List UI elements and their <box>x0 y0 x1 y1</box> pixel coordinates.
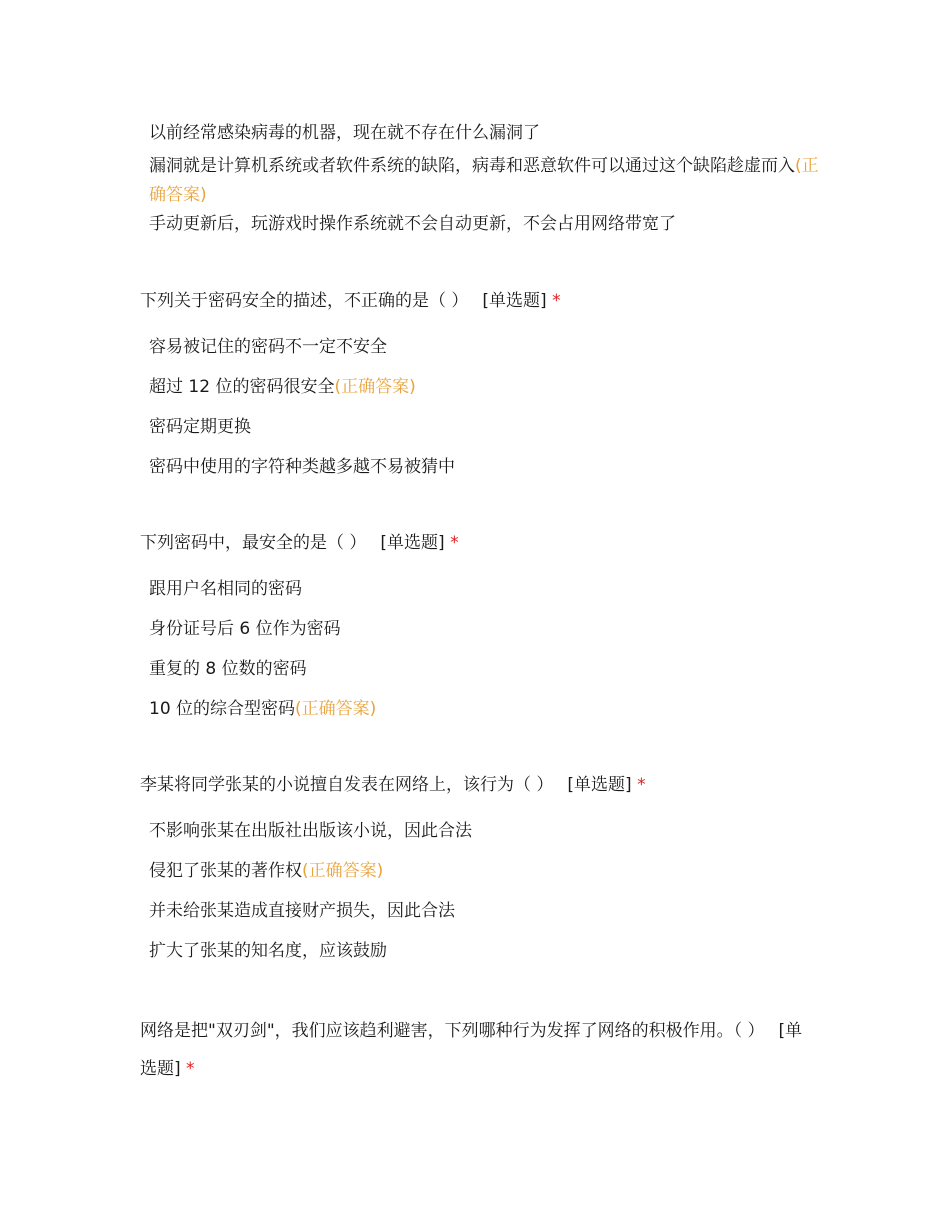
q0-option-1[interactable] <box>149 119 819 148</box>
required-mark: * <box>637 775 646 795</box>
question-text: 李某将同学张某的小说擅自发表在网络上，该行为（ ） <box>140 775 554 795</box>
option-text: 不影响张某在出版社出版该小说，因此合法 <box>149 821 472 841</box>
q3-option-4[interactable] <box>149 937 819 966</box>
q1-option-2[interactable] <box>149 373 819 402</box>
q2-option-1[interactable] <box>149 575 819 604</box>
question-text: 下列密码中，最安全的是（ ） <box>140 533 367 553</box>
option-text: 手动更新后，玩游戏时操作系统就不会自动更新，不会占用网络带宽了 <box>149 214 676 234</box>
question-title-3 <box>140 770 820 800</box>
q3-option-3[interactable] <box>149 897 819 926</box>
correct-answer-mark: (正确答案) <box>149 156 819 205</box>
q2-option-4[interactable] <box>149 695 819 724</box>
question-title-4 <box>140 1012 810 1088</box>
option-text: 密码中使用的字符种类越多越不易被猜中 <box>149 457 455 477</box>
option-text: 以前经常感染病毒的机器，现在就不存在什么漏洞了 <box>149 123 540 143</box>
question-text: 网络是把"双刃剑"，我们应该趋利避害，下列哪种行为发挥了网络的积极作用。（ ） <box>140 1021 765 1041</box>
q2-option-2[interactable] <box>149 615 819 644</box>
option-text: 重复的 8 位数的密码 <box>149 659 307 679</box>
question-type-tag: [单选题] <box>482 291 547 311</box>
option-text: 身份证号后 6 位作为密码 <box>149 619 341 639</box>
q3-option-2[interactable] <box>149 857 819 886</box>
q0-option-3[interactable] <box>149 210 819 239</box>
option-text: 侵犯了张某的著作权 <box>149 861 302 881</box>
question-title-2 <box>140 528 820 558</box>
q1-option-3[interactable] <box>149 413 819 442</box>
option-text: 漏洞就是计算机系统或者软件系统的缺陷，病毒和恶意软件可以通过这个缺陷趁虚而入 <box>149 156 795 176</box>
option-text: 密码定期更换 <box>149 417 251 437</box>
question-text: 下列关于密码安全的描述，不正确的是（ ） <box>140 291 469 311</box>
q3-option-1[interactable] <box>149 817 819 846</box>
question-type-tag: [单选题] <box>140 1021 803 1079</box>
option-text: 容易被记住的密码不一定不安全 <box>149 337 387 357</box>
q1-option-1[interactable] <box>149 333 819 362</box>
correct-answer-mark: (正确答案) <box>334 377 416 397</box>
option-text: 跟用户名相同的密码 <box>149 579 302 599</box>
q2-option-3[interactable] <box>149 655 819 684</box>
required-mark: * <box>450 533 459 553</box>
question-type-tag: [单选题] <box>380 533 445 553</box>
q0-option-2[interactable] <box>149 152 819 210</box>
q1-option-4[interactable] <box>149 453 819 482</box>
option-text: 10 位的综合型密码 <box>149 699 296 719</box>
option-text: 超过 12 位的密码很安全 <box>149 377 335 397</box>
correct-answer-mark: (正确答案) <box>295 699 377 719</box>
correct-answer-mark: (正确答案) <box>302 861 384 881</box>
required-mark: * <box>552 291 561 311</box>
question-type-tag: [单选题] <box>567 775 632 795</box>
option-text: 扩大了张某的知名度，应该鼓励 <box>149 941 387 961</box>
option-text: 并未给张某造成直接财产损失，因此合法 <box>149 901 455 921</box>
question-title-1 <box>140 286 820 316</box>
required-mark: * <box>186 1059 195 1079</box>
